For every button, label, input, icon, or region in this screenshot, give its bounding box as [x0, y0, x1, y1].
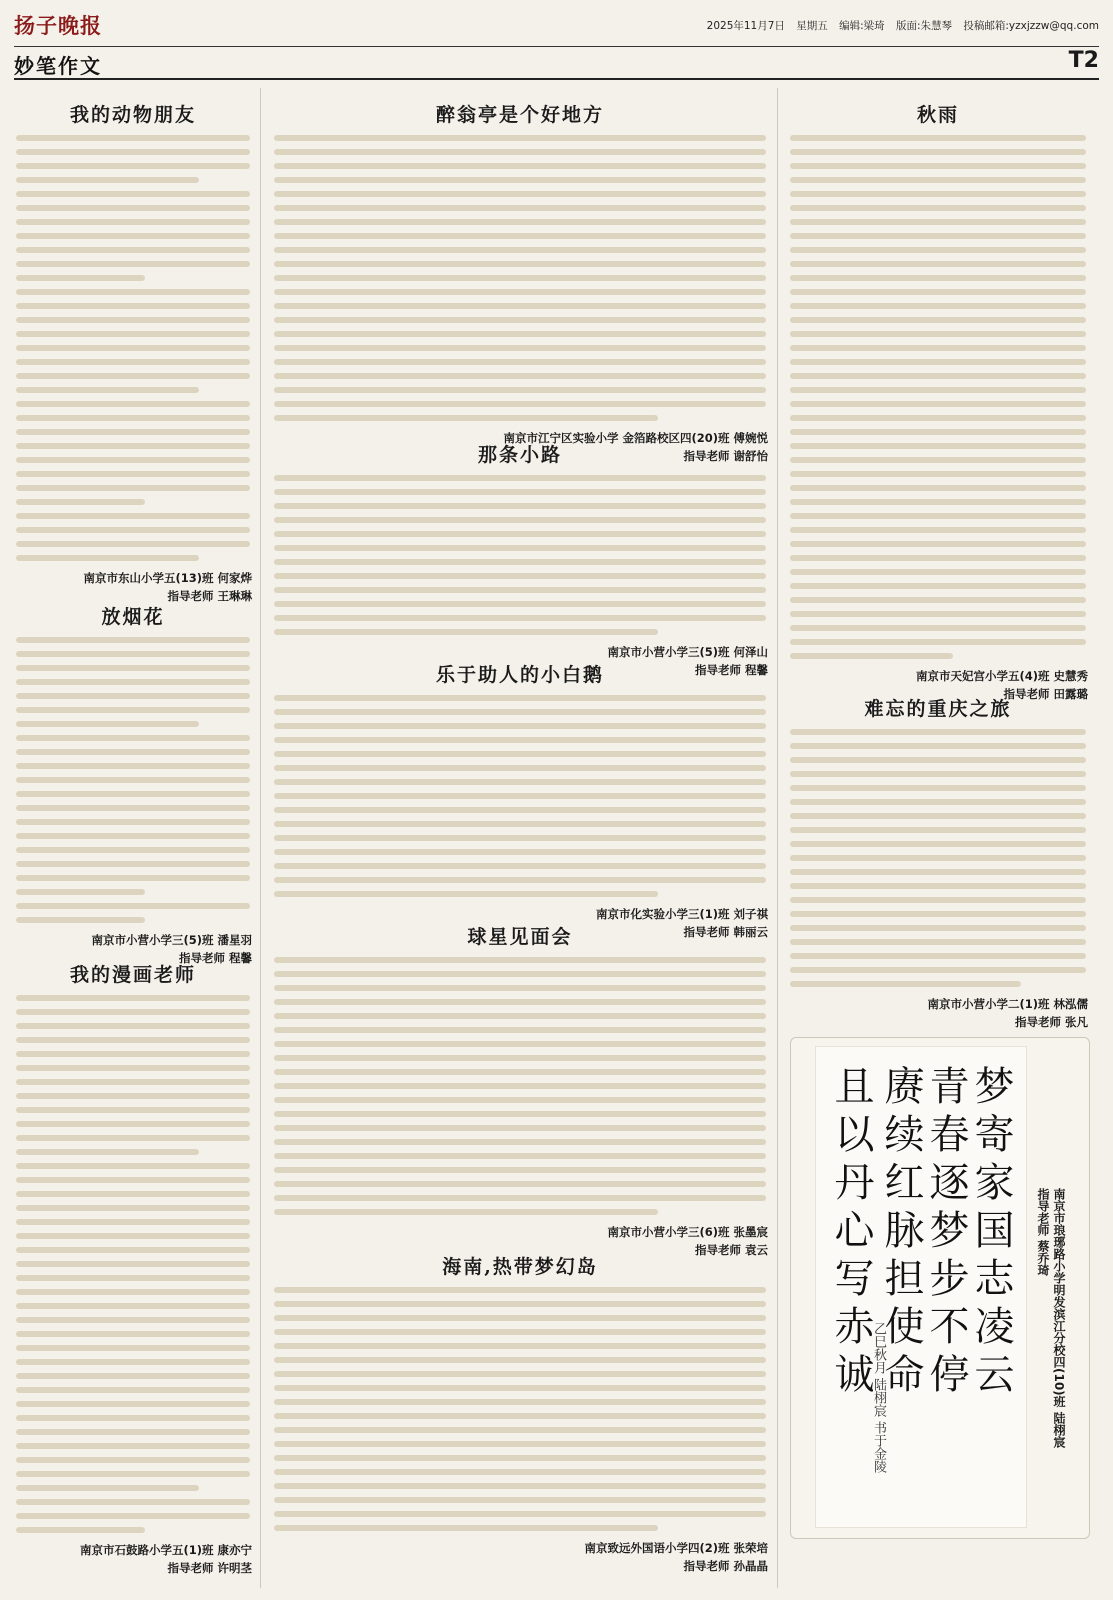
article-zuiweng-pavilion [272, 100, 768, 465]
author-school: 南京市天妃宫小学五(4)班 史慧秀 [915, 669, 1088, 683]
article-star-meeting [272, 922, 768, 1259]
article-title: 那条小路 [477, 444, 562, 466]
calligraphy-teacher: 指导老师 蔡乔琦 [1036, 1188, 1050, 1277]
calligraphy-panel [790, 1037, 1090, 1539]
author-school: 南京致远外国语小学四(2)班 张荣培 [584, 1541, 768, 1555]
article-hainan [272, 1252, 768, 1575]
article-title: 难忘的重庆之旅 [864, 698, 1012, 720]
author-teacher: 指导老师 许明茎 [167, 1561, 252, 1575]
author-teacher: 指导老师 张凡 [1014, 1015, 1088, 1029]
author-teacher: 指导老师 孙晶晶 [683, 1559, 768, 1573]
article-my-animal-friend [14, 100, 252, 605]
article-chongqing-trip [788, 694, 1088, 1031]
author-teacher: 指导老师 袁云 [694, 1243, 768, 1257]
author-teacher: 指导老师 谢舒怡 [683, 449, 768, 463]
article-comic-teacher [14, 960, 252, 1577]
article-that-path [272, 440, 768, 679]
article-byline [14, 1541, 252, 1577]
article-title: 放烟花 [101, 606, 165, 628]
calligraphy-line: 青春逐梦步不停 [923, 1065, 969, 1401]
article-body [14, 637, 252, 923]
article-title: 我的漫画老师 [69, 964, 196, 986]
calligraphy-line: 赓续红脉担使命 [878, 1065, 924, 1401]
header-divider [14, 78, 1099, 80]
article-title: 乐于助人的小白鹅 [435, 664, 604, 686]
author-teacher: 指导老师 韩丽云 [683, 925, 768, 939]
author-school: 南京市江宁区实验小学 金箔路校区四(20)班 傅婉悦 [503, 431, 768, 445]
article-body [272, 475, 768, 635]
article-body [272, 957, 768, 1215]
issue-info [699, 18, 1099, 33]
author-school: 南京市东山小学五(13)班 何家烨 [83, 571, 252, 585]
article-little-white-goose [272, 660, 768, 941]
page-number: T2 [1068, 48, 1099, 73]
masthead [14, 10, 1099, 78]
issue-editor: 编辑:梁琦 [839, 20, 885, 32]
author-teacher: 指导老师 程馨 [694, 663, 768, 677]
author-teacher: 指导老师 王琳琳 [167, 589, 252, 603]
article-body [272, 1287, 768, 1531]
calligraphy-school: 南京市琅琊路小学明发滨江分校四(10)班 陆栩宸 [1052, 1188, 1066, 1448]
calligraphy-line: 且以丹心写赤诚 [828, 1065, 874, 1401]
article-byline [14, 569, 252, 605]
article-title: 球星见面会 [467, 926, 573, 948]
article-byline [788, 995, 1088, 1031]
author-school: 南京市小营小学三(5)班 潘星羽 [91, 933, 252, 947]
section-title: 妙笔作文 [14, 54, 102, 78]
article-body [272, 135, 768, 421]
author-school: 南京市小营小学三(6)班 张墨宸 [607, 1225, 768, 1239]
article-autumn-rain [788, 100, 1088, 703]
article-byline [272, 1539, 768, 1575]
issue-date: 2025年11月7日 [706, 20, 785, 32]
top-divider [14, 46, 1099, 47]
author-teacher: 指导老师 程馨 [178, 951, 252, 965]
article-body [788, 729, 1088, 987]
calligraphy-artwork [815, 1046, 1027, 1528]
article-fireworks [14, 602, 252, 967]
author-school: 南京市石鼓路小学五(1)班 康亦宁 [79, 1543, 252, 1557]
author-school: 南京市小营小学二(1)班 林泓儒 [927, 997, 1088, 1011]
article-body [14, 135, 252, 561]
column-divider [777, 88, 778, 1588]
column-divider [260, 88, 261, 1588]
calligraphy-line: 梦寄家国志凌云 [968, 1065, 1014, 1401]
article-body [272, 695, 768, 897]
article-title: 海南,热带梦幻岛 [442, 1256, 598, 1278]
article-title: 我的动物朋友 [69, 104, 196, 126]
calligraphy-signature: 乙巳秋月 陆栩宸 书于金陵 [871, 1322, 886, 1474]
article-body [788, 135, 1088, 659]
newspaper-logo: 扬子晚报 [14, 13, 102, 38]
article-title: 秋雨 [916, 104, 959, 126]
author-teacher: 指导老师 田露璐 [1003, 687, 1088, 701]
author-school: 南京市小营小学三(5)班 何泽山 [607, 645, 768, 659]
calligraphy-credit [1035, 1188, 1067, 1448]
article-body [14, 995, 252, 1533]
author-school: 南京市化实验小学三(1)班 刘子祺 [595, 907, 768, 921]
issue-weekday: 星期五 [796, 20, 828, 32]
submission-email: 投稿邮箱:yzxjzzw@qq.com [963, 20, 1099, 32]
article-title: 醉翁亭是个好地方 [435, 104, 604, 126]
issue-layout: 版面:朱慧琴 [896, 20, 953, 32]
